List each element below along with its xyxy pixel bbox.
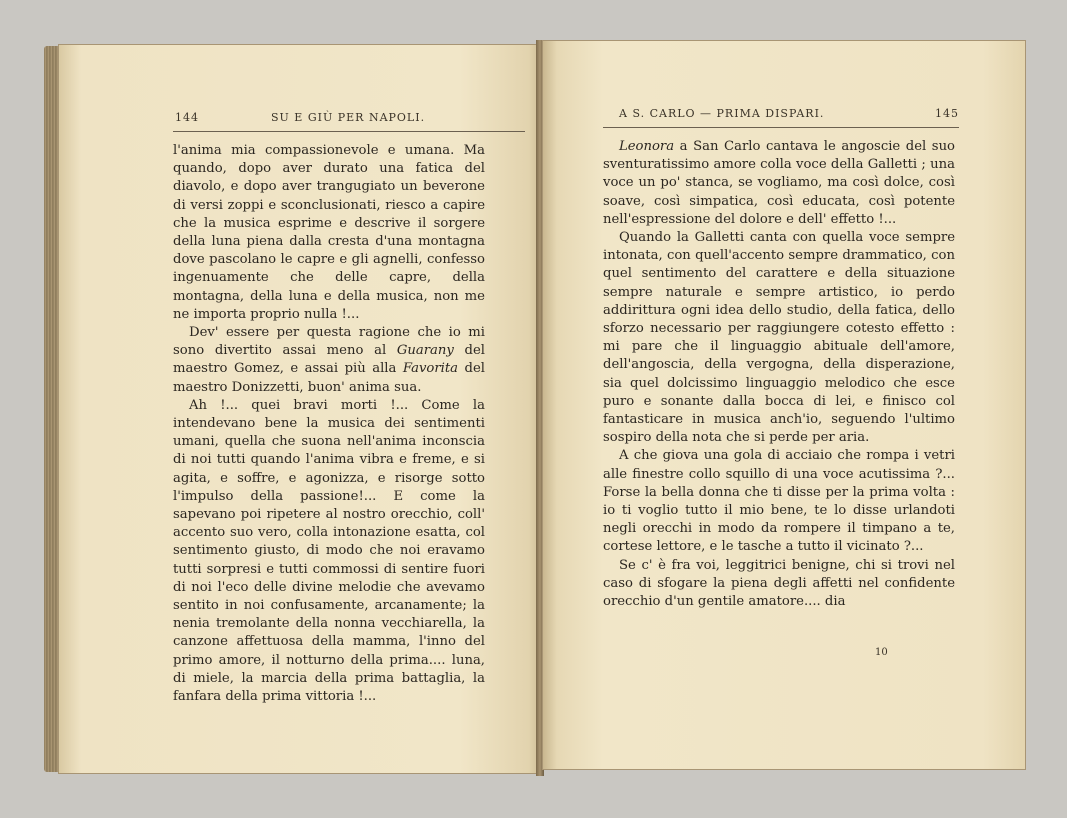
left-paragraph-3: Ah !... quei bravi morti !... Come la intendevano bene la musica dei sentimenti umani, quella che suona nell'anima inconscia di noi tutti quando l'anima vibra e freme, e si agita, e soffre, e agonizza, e risorge sotto l'impulso della passione!... E come la sapevano poi ripetere al nostro orecchio, coll' accento suo vero, colla intonazione esatta, col sentimento giusto, di modo che noi eravamo tutti sorpresi e tutti commossi di sentire fuori di noi l'eco delle divine melodie che avevamo sentito in noi confusamente, arcanamente; la nenia tremolante della nonna vecchiarella, la canzone affettuosa della mamma, l'inno del primo amore, il notturno della prima.... luna, di miele, la marcia della prima battaglia, la fanfara della prima vittoria !... bbox=[173, 397, 485, 705]
right-page bbox=[542, 40, 1026, 770]
right-header-rule bbox=[603, 127, 959, 128]
left-page-number: 144 bbox=[175, 111, 199, 124]
right-paragraph-1: Leonora a San Carlo cantava le angoscie del suo sventuratissimo amore colla voce della Galletti ; una voce un po' stanca, se vogliamo, ma così dolce, così soave, così simpatica, così educata, così potente nell'espressione del dolore e dell' effetto !... bbox=[603, 139, 955, 227]
right-paragraph-4: Se c' è fra voi, leggitrici benigne, chi si trovi nel caso di sfogare la piena degli affetti nel confidente orecchio d'un gentile amatore.... dia bbox=[603, 557, 955, 610]
italic-word: Favorita bbox=[402, 361, 459, 377]
right-page-text bbox=[603, 138, 955, 611]
right-page-number: 145 bbox=[935, 107, 959, 120]
left-page bbox=[58, 44, 540, 774]
signature-mark: 10 bbox=[875, 647, 888, 658]
right-paragraph-2: Quando la Galletti canta con quella voce sempre intonata, con quell'accento sempre drammatico, con quel sentimento del carattere e della situazione sempre naturale e sempre artistico, io perdo addirittura ogni idea dello studio, della fatica, dello sforzo necessario per raggiungere cotesto effetto : mi pare che il linguaggio abituale dell'amore, dell'angoscia, della vergogna, della disperazione, sia quel dolcissimo linguaggio melodico che esce puro e sonante dalla bocca di lei, e finisco col fantasticare in musica anch'io, seguendo l'ultimo sospiro della nota che si perde per aria. bbox=[603, 230, 955, 446]
left-paragraph-1: l'anima mia compassionevole e umana. Ma quando, dopo aver durato una fatica del diavolo, e dopo aver trangugiato un beverone di versi zoppi e sconclusionati, riesco a capire che la musica esprime e descrive il sorgere della luna piena dalla cresta d'una montagna dove pascolano le capre e gli agnelli, confesso ingenuamente che delle capre, della montagna, della luna e della musica, non me ne importa proprio nulla !... bbox=[173, 143, 485, 322]
left-paragraph-2: Dev' essere per questa ragione che io mi sono divertito assai meno al Guarany del maestro Gomez, e assai più alla Favorita del maestro Donizzetti, buon' anima sua. bbox=[173, 325, 486, 395]
open-book bbox=[44, 40, 1028, 778]
italic-word: Leonora bbox=[619, 139, 675, 154]
right-paragraph-3: A che giova una gola di acciaio che rompa i vetri alle finestre collo squillo di una voce acutissima ?... Forse la bella donna che ti disse per la prima volta : io ti voglio tutto il mio bene, te lo disse urlandoti negli orecchi in modo da rompere il timpano a te, cortese lettore, e le tasche a tutto il vicinato ?... bbox=[603, 448, 955, 555]
right-running-head: A S. CARLO — PRIMA DISPARI. bbox=[619, 107, 825, 120]
left-running-head: SU E GIÙ PER NAPOLI. bbox=[271, 111, 426, 124]
italic-word: Guarany bbox=[396, 343, 454, 359]
left-header-rule bbox=[173, 131, 525, 132]
left-page-text bbox=[173, 142, 485, 706]
